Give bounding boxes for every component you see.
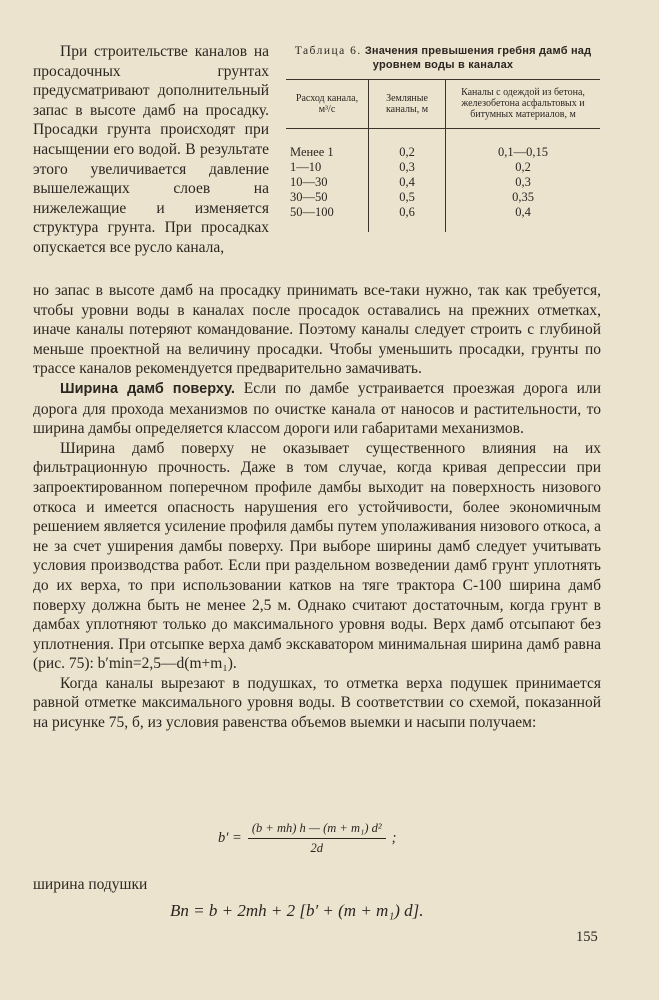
paragraph-text: Если по дамбе устраивается проезжая дорога или дорога для прохода механизмов по очистке канала от наносов и растительности, то ширина дамбы определяется классом дороги или габаритами механизмов. <box>33 379 601 438</box>
table-6 <box>286 44 600 232</box>
table-cell: 0,6 <box>369 205 446 232</box>
paragraph-width-heading <box>33 379 601 439</box>
formula-denominator: 2d <box>310 841 323 855</box>
table-cell: 1—10 <box>290 160 322 174</box>
table-cell: Менее 1 <box>290 145 334 159</box>
table-header-lined: Каналы с одеждой из бетона, железобетона асфальтовых и битумных материалов, м <box>446 80 601 129</box>
paragraph-filtration: Ширина дамб поверху не оказывает существенного влияния на их фильтрационную прочность. Даже в том случае, когда кривая депрессии при запроектированном поперечном профиле дамбы выходит на поверхность низового откоса и имеется опасность нарушения его устойчивости, более экономичным решением является усиление профиля дамбы путем уполаживания низового откоса, а не за счет уширения дамбы поверху. При выборе ширины дамб следует учитывать условия производства работ. Если при раздельном возведении дамб грунт уплотнять до их верха, то при использовании катков на тяге трактора С-100 ширина дамб поверху должна быть не менее 2,5 м. Однако считают достаточным, когда грунт в дамбах уплотняют только до максимального уровня воды. Верх дамб отсыпают без уплотнения. При отсыпке верха дамб экскаватором минимальная ширина дамб равна (рис. 75): b′min=2,5—d(m+m₁). <box>33 439 601 673</box>
section-heading: Ширина дамб поверху. <box>60 380 235 397</box>
table-cell: 0,35 <box>446 190 601 205</box>
table-header-flow: Расход канала, м³/с <box>286 80 369 129</box>
left-column-text <box>33 42 269 258</box>
formula-lhs: b′ = <box>218 830 242 846</box>
table-row <box>286 175 600 190</box>
formula-b-prime <box>218 821 397 856</box>
table-row <box>286 190 600 205</box>
table-cell: 0,5 <box>369 190 446 205</box>
table-row <box>286 129 600 161</box>
page-number: 155 <box>576 929 598 945</box>
table-cell: 0,4 <box>369 175 446 190</box>
table-cell: 30—50 <box>290 190 328 204</box>
table-cell: 0,2 <box>446 160 601 175</box>
table-cell: 0,3 <box>446 175 601 190</box>
table-cell: 50—100 <box>290 205 334 219</box>
table-header-earth: Земляные каналы, м <box>369 80 446 129</box>
intro-paragraph: При строительстве каналов на просадочных грунтах предусматривают дополнительный запас в высоте дамб на просадку. Просадки грунта происходят при насыщении его водой. В результате этого увеличивается давление вышележащих слоев на нижележащие и изменяется структура грунта. При просадках опускается все русло канала, <box>33 43 269 256</box>
table-row <box>286 160 600 175</box>
table-row <box>286 205 600 232</box>
table-caption-title: Значения превышения гребня дамб над уровнем воды в каналах <box>364 45 592 71</box>
table-6-grid <box>286 79 600 232</box>
table-cell: 0,2 <box>369 129 446 161</box>
formula-fraction <box>248 821 386 856</box>
table-cell: 0,1—0,15 <box>446 129 601 161</box>
table-caption <box>286 44 600 72</box>
table-cell: 0,3 <box>369 160 446 175</box>
table-cell: 10—30 <box>290 175 328 189</box>
table-caption-number: Таблица 6. <box>294 45 362 57</box>
formula-cushion-width: Bп = b + 2mh + 2 [b′ + (m + m₁) d]. <box>170 901 424 920</box>
main-text <box>33 281 601 733</box>
formula-tail: ; <box>391 830 397 846</box>
formula-numerator: (b + mh) h — (m + m₁) d² <box>248 821 386 839</box>
cushion-width-label: ширина подушки <box>33 876 148 893</box>
paragraph-continuation: но запас в высоте дамб на просадку принимать все-таки нужно, так как требуется, чтобы уровни воды в каналах после просадок оставались на прежних отметках, иначе каналы потеряют командование. Поэтому каналы следует строить с глубиной меньше проектной на величину просадки. Чтобы уменьшить просадки, грунты по трассе каналов рекомендуется предварительно замачивать. <box>33 282 601 378</box>
table-cell: 0,4 <box>446 205 601 232</box>
paragraph-cushions: Когда каналы вырезают в подушках, то отметка верха подушек принимается равной отметке максимального уровня воды. В соответствии со схемой, показанной на рисунке 75, б, из условия равенства объемов выемки и насыпи получаем: <box>33 674 601 732</box>
